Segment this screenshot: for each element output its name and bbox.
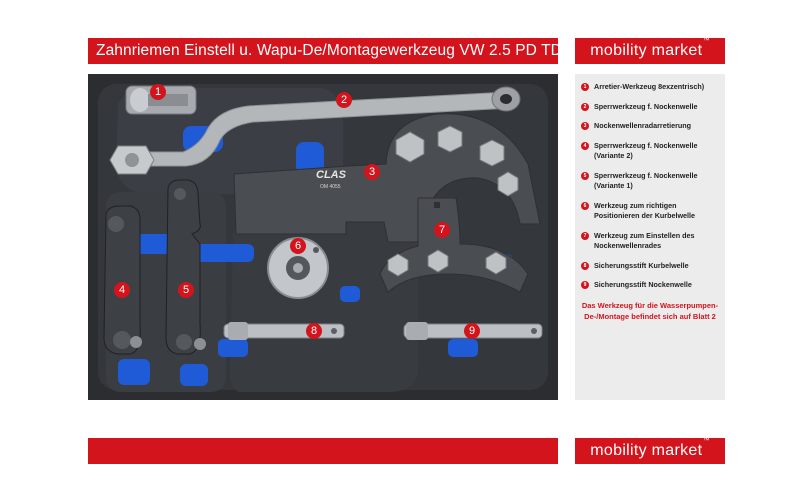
legend-number: 2 xyxy=(581,103,589,111)
badge-5 xyxy=(178,282,194,298)
legend-number: 6 xyxy=(581,202,589,210)
legend-item xyxy=(581,102,719,113)
legend-number: 1 xyxy=(581,83,589,91)
legend-label: Nockenwellenradarretierung xyxy=(594,121,692,130)
badge-9 xyxy=(464,323,480,339)
legend-item xyxy=(581,201,719,222)
legend-item xyxy=(581,280,719,291)
legend-item xyxy=(581,261,719,272)
svg-text:2: 2 xyxy=(340,94,348,106)
badge-3 xyxy=(364,164,380,180)
legend-label: Werkzeug zum richtigen Positionieren der Kurbelwelle xyxy=(594,200,696,220)
logo-top xyxy=(575,38,725,64)
legend-label: Sperrwerkzeug f. Nockenwelle (Variante 1) xyxy=(594,170,698,190)
badge-1 xyxy=(150,84,166,100)
legend-number: 8 xyxy=(581,262,589,270)
title-bar xyxy=(88,38,567,64)
badge-6 xyxy=(290,238,306,254)
legend-number: 7 xyxy=(581,232,589,240)
badge-7 xyxy=(434,222,450,238)
product-photo xyxy=(88,74,558,400)
svg-text:1: 1 xyxy=(154,86,162,98)
legend-label: Sperrwerkzeug f. Nockenwelle (Variante 2) xyxy=(594,140,698,160)
logo-bottom xyxy=(575,438,725,464)
legend-item xyxy=(581,82,719,93)
badge-2 xyxy=(336,92,352,108)
legend-label: Arretier-Werkzeug 8exzentrisch) xyxy=(594,82,705,91)
svg-text:9: 9 xyxy=(468,325,476,337)
plate-brand: CLAS xyxy=(316,169,346,181)
logo-text: mobility market™ xyxy=(590,38,710,59)
legend-label: Sicherungsstift Nockenwelle xyxy=(594,280,692,289)
plate-code: OM 4055 xyxy=(320,184,341,190)
legend-item xyxy=(581,141,719,162)
legend-item xyxy=(581,121,719,132)
svg-text:4: 4 xyxy=(118,284,126,296)
legend-label: Werkzeug zum Einstellen des Nockenwellenrades xyxy=(594,230,695,250)
legend-number: 5 xyxy=(581,172,589,180)
legend-number: 3 xyxy=(581,122,589,130)
footer-bar xyxy=(88,438,558,464)
page-title: Zahnriemen Einstell u. Wapu-De/Montagewerkzeug VW 2.5 PD TDI xyxy=(96,42,567,59)
legend-item xyxy=(581,231,719,252)
legend-label: Sicherungsstift Kurbelwelle xyxy=(594,260,689,270)
badge-8 xyxy=(306,323,322,339)
svg-text:8: 8 xyxy=(310,325,318,337)
legend-label: Sperrwerkzeug f. Nockenwelle xyxy=(594,101,698,111)
legend-note: Das Werkzeug für die Wasserpumpen-De-/Montage befindet sich auf Blatt 2 xyxy=(581,300,719,321)
svg-text:3: 3 xyxy=(368,166,376,178)
svg-text:6: 6 xyxy=(294,240,302,252)
logo-text: mobility market™ xyxy=(590,438,710,459)
svg-text:5: 5 xyxy=(182,284,190,296)
legend-number: 9 xyxy=(581,281,589,289)
legend-number: 4 xyxy=(581,142,589,150)
legend-panel xyxy=(575,74,725,400)
svg-text:7: 7 xyxy=(438,224,446,236)
legend-item xyxy=(581,171,719,192)
badge-4 xyxy=(114,282,130,298)
